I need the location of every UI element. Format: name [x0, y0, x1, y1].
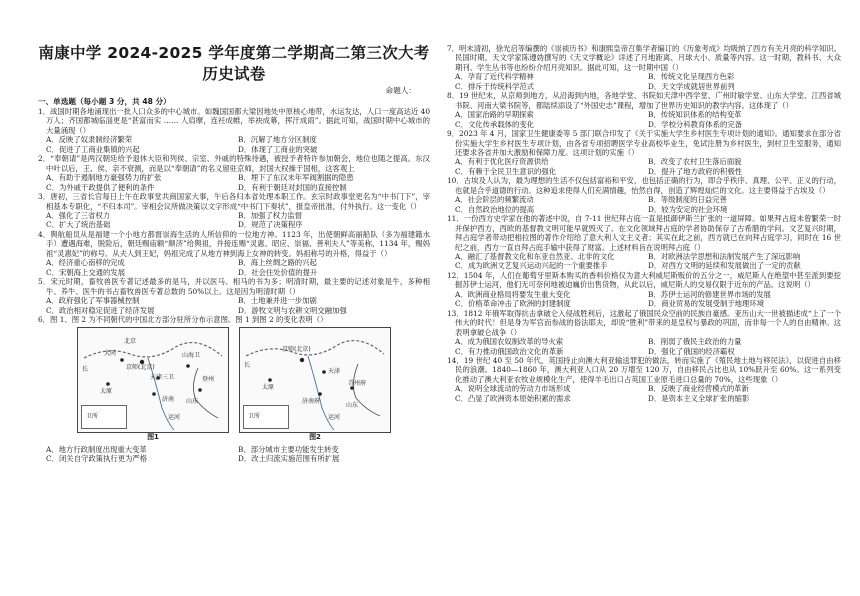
map-1-place-1: 北京 — [124, 338, 137, 346]
map-1 — [77, 327, 229, 433]
exam-title: 南康中学 2024-2025 学年度第二学期高二第三次大考 — [38, 44, 430, 62]
option-a: A．政府强化了军事器械控制 — [46, 296, 140, 306]
question-stem: 6．图 1、图 2 为不同朝代的中国北方部分驻所分布示意图。图 1 到图 2 的变化表明（） — [38, 314, 328, 324]
question-2 — [38, 154, 430, 192]
question-5 — [38, 277, 430, 315]
option-a: A．说明全球流动的劳动力市场形成 — [455, 384, 571, 394]
option-b: B．土地兼并进一步加剧 — [238, 296, 317, 306]
map-2-place-4: 山东 — [346, 402, 359, 410]
option-c: C．为外戚干政提供了便利的条件 — [46, 182, 155, 192]
right-column — [447, 44, 841, 403]
option-b: B．苏伊士运河的修建世界市场的发展 — [648, 289, 771, 299]
option-a: A．欧洲商业格局将要发生重大变化 — [455, 289, 571, 299]
option-b: B．削弱了俄民主政治的力量 — [648, 337, 742, 347]
option-a: A．强化了三省权力 — [46, 210, 111, 220]
option-d: D．有利于朝廷对封国的直接控制 — [238, 182, 347, 192]
map-2-place-7: 运河 — [328, 414, 341, 422]
map-2-place-1: 京师(北京) — [282, 346, 311, 354]
map-figure-2 — [239, 327, 391, 442]
option-d: D．是资本主义全球扩张的缩影 — [648, 393, 750, 403]
option-d: D．商业贸易的发展受制于地理环境 — [648, 299, 765, 309]
option-c: C．成为欧洲文艺复兴运动兴起的一个重要推手 — [455, 261, 608, 271]
question-14 — [447, 356, 841, 403]
option-d: D．学校分科教育体系的完备 — [648, 119, 743, 129]
option-c: C．促进了工商业集镇的兴起 — [46, 144, 140, 154]
option-d: D．体现了工商业的突破 — [238, 144, 318, 154]
option-a: A．有助于遏制地方豪强势力的扩张 — [46, 173, 162, 183]
option-d: D．强化了俄国的经济霸权 — [648, 346, 735, 356]
map-1-place-2: 京师(北京) — [126, 364, 155, 372]
question-stem: 5．宋元时期，畜牧兽医专著记述最多的是马，并以医马、相马的书为多；明清时期，最主要的记述对象是牛，多种相牛、养牛、医牛的书占畜牧兽医专著总数的 50%以上。这是因为明清时期（） — [38, 277, 430, 296]
option-c: C．闭关自守政策执行更为严格 — [46, 454, 148, 464]
option-b: B．埋下了东汉末年军阀割据的隐患 — [238, 173, 354, 183]
option-b: B．加强了权力监督 — [238, 210, 303, 220]
option-c: C．价格革命冲击了欧洲的封建制度 — [455, 299, 571, 309]
map-figure-1 — [77, 327, 229, 442]
question-stem: 2．“奉朝请”是两汉朝廷给予退休大臣和列侯、宗室、外戚的特殊待遇，被授予者特许参加朝会，地位也随之提高。东汉中叶以后，王、侯、亲不衰测，而是以“奉朝请”的名义留驻京师，封国大权操于国相，这客观上 — [38, 154, 430, 173]
map-1-place-6: 山东 — [186, 398, 199, 406]
option-a: A．经济重心南移的完成 — [46, 258, 125, 268]
map-1-legend-label: 卫所 — [86, 413, 99, 421]
question-13 — [447, 309, 841, 356]
option-a: A．孕育了近代科学精神 — [455, 72, 534, 82]
question-stem: 7．明末清初，徐光启等编撰的《崇祯历书》和康熙皇帝召集学者编订的《历象考成》均吸纳了西方有关月亮的科学知识。民国时期，天文学家陈遵妫撰写的《天文学概论》详述了月地距离、月球大小、质量等内容。这一时期，教科书、大众期刊、学生丛书等也纷纷介绍月亮知识。据此可知，这一时期中国（） — [447, 44, 841, 72]
question-stem: 1．战国时期各地涌现出一批人口众多的中心城市。如魏国国都大梁因地处中原核心地带，水运发达，人口一度高达近 40 万人；齐国都城临淄更是“甚富而实 …… 人肩摩，连衽成帷，举袂成幕，挥汗成雨”。据此可知，战国时期中心城市的大量涌现（） — [38, 107, 430, 135]
question-1 — [38, 107, 430, 154]
map-2-legend-label: 卫所 — [248, 413, 261, 421]
option-c: C．自然政治地位的提高 — [455, 204, 535, 214]
option-d: D．规范了决策程序 — [238, 220, 303, 230]
map-2-caption: 图2 — [309, 433, 321, 442]
option-b: B．传统知识体系的结构变革 — [648, 110, 742, 120]
map-1-place-5: 大同 — [104, 350, 117, 358]
question-stem: 10．古埃及人认为，最为理想的生活不仅包括富裕和平安，也包括正确的行为，即合乎秩序、真理、公平、正义的行动，也就是合乎道德的行动。这种追求使得人们充满情趣，怡然自得，创造了辉煌灿烂的文化。这主要得益于古埃及（） — [447, 176, 841, 195]
section-heading: 一、单选题（每小题 3 分，共 48 分） — [38, 97, 171, 106]
map-1-place-8: 登州 — [202, 376, 215, 384]
map-2 — [239, 327, 391, 433]
question-6 — [38, 315, 430, 464]
map-2-place-3: 太原 — [262, 384, 275, 392]
map-2-place-2: 天津 — [328, 368, 341, 376]
question-stem: 3．唐初，三省长官每日上午在政事堂共商国家大事，午后各归本省处理本职工作。玄宗时政事堂更名为“中书门下”，宰相基本专职化，“不归本司”。宰相会议所做决策以文字形成“中书门下奏状”，报皇帝批准，付外执行。这一变化（） — [38, 192, 430, 211]
question-11 — [447, 214, 841, 271]
map-1-place-11: 长 — [82, 366, 89, 374]
option-a: A．融汇了基督教文化和东亚自然亚、北非的文化 — [455, 251, 615, 261]
author-label: 命题人： — [385, 86, 416, 95]
option-a: A．反映了奴隶制经济繁荣 — [46, 135, 133, 145]
question-7 — [447, 44, 841, 91]
option-d: D．提升了地方政府的积极性 — [648, 166, 743, 176]
map-1-place-9: 济南 — [162, 396, 175, 404]
option-a: A．地方行政制度出现重大变革 — [46, 444, 147, 454]
map-1-legend — [81, 405, 127, 429]
map-2-legend — [243, 405, 289, 429]
option-d: D．改土归流实施范围有所扩展 — [238, 454, 340, 464]
option-b: B．海上丝绸之路的兴起 — [238, 258, 317, 268]
option-d: D．游牧文明与农耕文明交融加强 — [238, 305, 347, 315]
left-column — [38, 0, 430, 464]
map-1-caption: 图1 — [147, 433, 159, 442]
question-stem: 14．19 世纪 40 至 50 年代，英国持止向澳大利亚输送罪犯的做法，转而实施了《殖民地土地与移民法》，以促进自由移民的浪潮。1840—1860 年，澳大利亚人口从 20 万增至 120 万，自由移民占比也从 10%跃升至 60%。这一系列变化推动了澳大利亚农牧业规模化生产，使得羊毛出口占英国工业原毛进口总量的 70%，这些现象（） — [447, 355, 841, 384]
map-2-place-5: 济南府 — [302, 398, 321, 406]
map-2-place-6: 青州府 — [348, 380, 367, 388]
question-10 — [447, 176, 841, 214]
question-4 — [38, 230, 430, 277]
question-9 — [447, 129, 841, 176]
option-c: C．宋朝海上交通的发展 — [46, 267, 126, 277]
question-8 — [447, 91, 841, 129]
option-b: B．改变了农村卫生落后面貌 — [648, 157, 742, 167]
option-a: A．有利于优化医疗资源供给 — [455, 157, 549, 167]
option-b: B．等级制度的日益完善 — [648, 195, 727, 205]
map-figures — [38, 324, 430, 444]
option-a: A．国家治路的早期探索 — [455, 110, 534, 120]
option-c: C．有力推动俄国政治文化的革新 — [455, 346, 564, 356]
option-b: B．传统文化呈现西方色彩 — [648, 72, 735, 82]
question-stem: 12．1504 年，人们在葡萄牙里斯本购买的香料价格仅为意大利威尼斯贩价的五分之一，威尼斯人在绝望中甚至派到要挖掘苏伊士运河，他们无可奈何地被迫巍价出售货物，从此以后，威尼斯人的交易仅限于近东的产品。这说明（） — [447, 270, 841, 290]
option-c: C．排斥于传统科学范式 — [455, 81, 535, 91]
question-3 — [38, 192, 430, 230]
option-b: B．反映了商业经营模式的革新 — [648, 384, 749, 394]
question-stem: 13．1812 年俄军取得抗击拿破仑入侵战胜利后，这激起了俄国民众空前的民族自豪感。亚历山大一世被描述成“上了一个伟大的时代！但是身为军官而参战的俗法耶夫，却说“胜利”带来的是皇权与暴政的巩固，而非每一个人的自由精神。这表明拿破仑战争（） — [447, 308, 841, 337]
option-d: D．较为安定的社会环境 — [648, 204, 728, 214]
option-b: B．对欧洲法学思想和法制发展产生了深远影响 — [648, 251, 801, 261]
question-stem: 8．19 世纪末，从京师到地方，从沿海到内地，各地学堂、书院如天津中西学堂、广州时敏学堂、山东大学堂、江西省城书院、河南大梁书院等，都陆续添设了“外国史志”课程，增加了世界历史知识的教学内容。这体现了（） — [447, 91, 841, 110]
option-d: D．对西方文明的延续和发展做出了一定的贡献 — [648, 261, 801, 271]
option-c: C．凸显了欧洲资本原始积累的需求 — [455, 393, 571, 403]
option-a: A．成为俄国农奴制改革的导火索 — [455, 337, 564, 347]
map-2-place-8: 长 — [244, 362, 251, 370]
option-d: D．社会住处价值的提升 — [238, 267, 318, 277]
exam-subject: 历史试卷 — [202, 65, 266, 83]
option-c: C．文化传承载体的变化 — [455, 119, 535, 129]
option-b: B．部分城市主要功能发生转变 — [238, 444, 339, 454]
option-c: C．有赖于全民卫生意识的强化 — [455, 166, 557, 176]
question-stem: 4．舆航船员从是福建一个小地方都督崇海生活的人所信仰的一位地方神。1123 年，出使朝鲜高丽船队（多为福建籍水手）遭遇海难，脱险后，朝廷赐庙额“顺济”给舆祖，并接连赐“灵惠、昭应、崇福、善利夫人”等美称，1134 年，赐妈祖“灵惠妃”的称号。从夫人到王妃，妈祖完成了从地方神到海上女神的转变。妈祖称号的升格，得益于（） — [38, 229, 430, 258]
question-stem: 11．一份西方史学家在他的著述中说，自 7-11 世纪拜占庭一直是抵御伊斯兰扩张的一道屏障。如果拜占庭未曾繁荣一时并保护西方，西欧的基督教文明可能早就毁灭了。在文化领域拜占庭的学者协助保存了古希腊的学问。文艺复兴时期，拜占庭学者带动把相拉图的著作介绍给了意大利人文主义者；其实在此之前，西方就已在向拜占庭学习，同时在 16 世纪之前，西方一直自拜占庭手输中获得了财富。上述材料旨在说明拜占庭（） — [447, 214, 841, 252]
map-1-place-10: 运河 — [168, 414, 181, 422]
question-stem: 9．2023 年 4 月，国家卫生健康委等 5 部门联合印发了《关于实施大学生乡村医生专项计划的通知》。通知要求在部分省份实施大学生乡村医生专项计划，由各省专项招聘医学专业高校毕业生，免试注册为乡村医生，到村卫生室服务，通知还要求各省并加大激励和保障力度。这项计划的实施（） — [447, 129, 841, 157]
option-c: C．政治相对稳定促进了经济发展 — [46, 305, 155, 315]
map-1-place-3: 山海卫 — [182, 352, 201, 360]
question-12 — [447, 271, 841, 309]
option-b: B．沉解了地方分区制度 — [238, 135, 317, 145]
option-d: D．天文学成就居世界前列 — [648, 81, 735, 91]
map-1-place-4: 太原 — [100, 388, 113, 396]
map-1-place-7: 天津三卫 — [150, 374, 175, 382]
option-c: C．扩大了统治基础 — [46, 220, 111, 230]
option-a: A．社会阶层的频繁流动 — [455, 195, 534, 205]
